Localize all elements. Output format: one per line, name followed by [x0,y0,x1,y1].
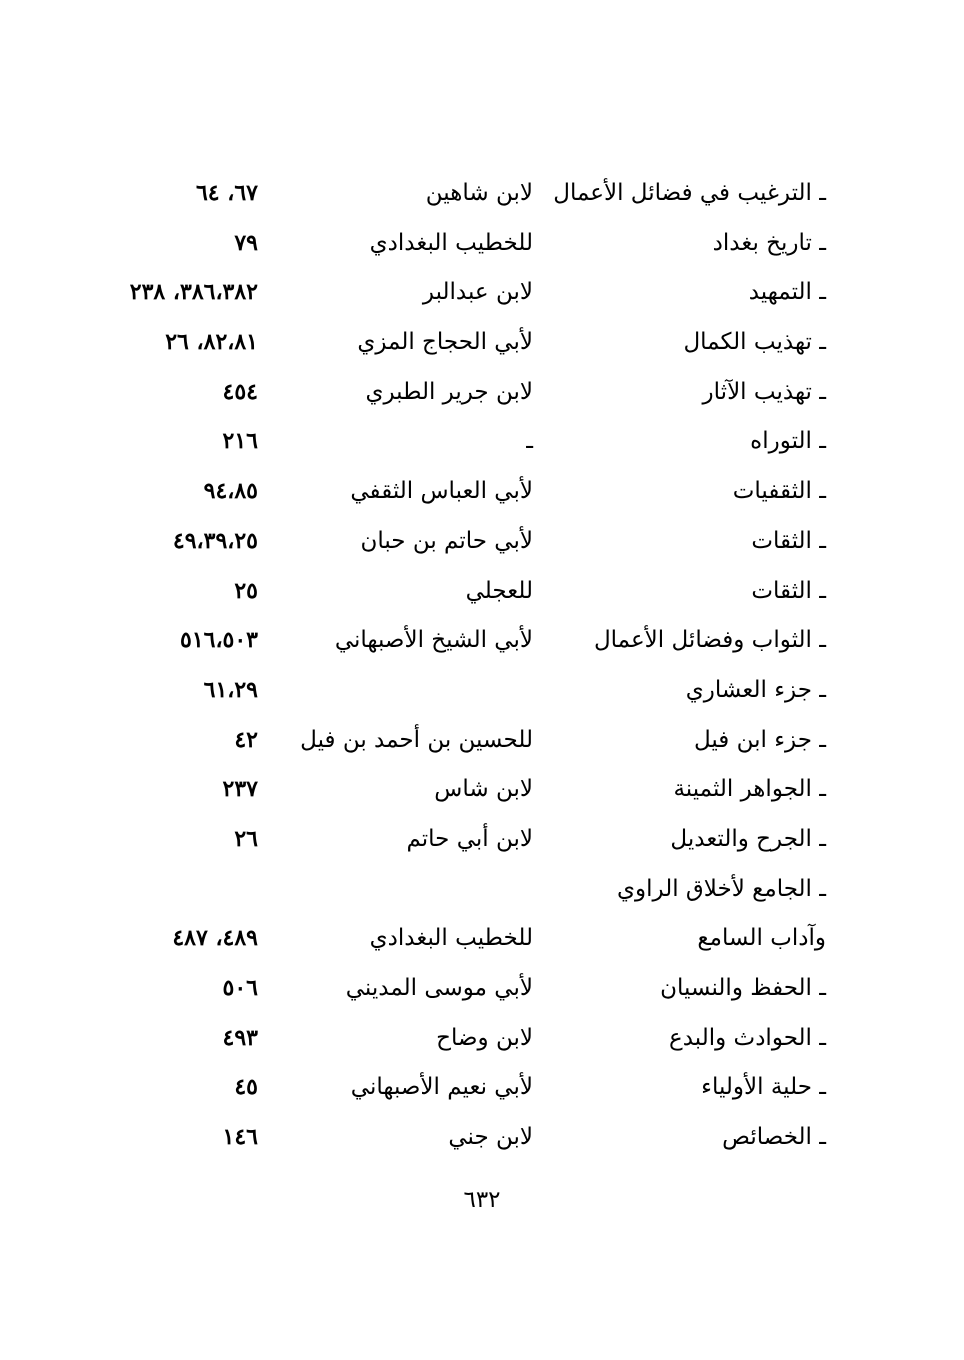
index-row [0,519,964,569]
index-row [0,270,964,320]
book-title: ـ الثقفيات [732,478,826,505]
index-row [0,320,964,370]
book-title: ـ التمهيد [748,279,826,306]
page-references: ٥٠٦ [222,975,258,1001]
book-author: لأبي الشيخ الأصبهاني [334,627,533,654]
page-references: ٤٩٣ [222,1024,258,1051]
index-row [0,718,964,768]
index-row [0,370,964,420]
book-author: لأبي الحجاج المزي [357,329,533,356]
page-references: ٧٩ [234,229,258,256]
book-title: ـ التوراه [750,428,826,455]
book-author: لابن جرير الطبري [365,378,533,405]
index-row [0,1065,964,1115]
page-references: ٢٥ [234,577,258,604]
book-author: لأبي نعيم الأصبهاني [350,1074,533,1101]
book-author: لأبي موسى المديني [345,975,533,1001]
page-references: ٦١،٢٩ [203,676,258,703]
book-title: ـ الثقات [751,527,826,554]
book-title: ـ الثقات [751,577,826,604]
book-author: لأبي حاتم بن حبان [360,527,533,554]
book-title: ـ جزء ابن فيل [693,726,826,753]
page-references: ٦٧، ٦٤ [195,180,258,206]
page-number: ٦٣٢ [463,1187,501,1213]
index-row [0,1016,964,1066]
index-row [0,171,964,221]
book-title: ـ الجامع لأخلاق الراوي [617,875,826,902]
index-row [0,867,964,917]
book-title: ـ الخصائص [722,1124,826,1151]
index-row [0,916,964,966]
book-author: للحسين بن أحمد بن فيل [300,726,533,753]
index-row [0,966,964,1016]
index-row [0,419,964,469]
book-title: ـ الجرح والتعديل [670,825,826,852]
index-row [0,469,964,519]
index-row [0,618,964,668]
book-title: ـ الحوادث والبدع [668,1024,826,1051]
book-author: للخطيب البغدادي [369,925,533,952]
book-title: ـ الحفظ والنسيان [660,975,826,1001]
page-references: ٤٢ [234,726,258,753]
book-author: لابن أبي حاتم [406,825,533,852]
book-author: لابن جني [448,1124,533,1151]
book-author: ـ [526,428,533,455]
page-references: ١٤٦ [222,1124,258,1151]
page-references: ٤٨٩، ٤٨٧ [172,925,258,952]
book-author: للعجلي [465,577,533,604]
index-row [0,767,964,817]
book-title: ـ الثواب وفضائل الأعمال [593,627,826,654]
book-title: وآداب السامع [697,925,826,952]
index-row [0,668,964,718]
book-title: ـ جزء العشاري [685,676,826,703]
book-title: ـ تاريخ بغداد [712,229,826,256]
reference-index-list [0,171,964,1165]
book-author: لأبي العباس الثقفي [350,478,533,505]
index-row [0,569,964,619]
book-author: لابن شاس [434,776,533,803]
book-author: لابن عبدالبر [422,279,533,306]
index-row [0,817,964,867]
book-title: ـ حلية الأولياء [701,1074,826,1101]
page-references: ٤٥ [234,1074,258,1101]
book-author: لابن وضاح [436,1024,533,1051]
book-author: لابن شاهين [425,180,533,206]
page-references: ٤٥٤ [222,378,258,405]
index-row [0,1115,964,1165]
page-references: ٥١٦،٥٠٣ [180,627,258,654]
book-author: للخطيب البغدادي [369,229,533,256]
page-references: ٣٨٦،٣٨٢، ٢٣٨ [129,279,258,306]
page-references: ٨٢،٨١، ٢٦ [165,329,258,356]
page-references: ٢٦ [234,825,258,852]
book-title: ـ الترغيب في فضائل الأعمال [553,180,826,206]
page-references: ٩٤،٨٥ [203,478,258,505]
book-title: ـ تهذيب الكمال [683,329,826,356]
index-row [0,221,964,271]
page-references: ٢١٦ [222,428,258,455]
book-title: ـ تهذيب الآثار [702,378,826,405]
page-references: ٤٩،٣٩،٢٥ [172,527,258,554]
page-references: ٢٣٧ [222,776,258,803]
book-title: ـ الجواهر الثمينة [673,776,826,803]
